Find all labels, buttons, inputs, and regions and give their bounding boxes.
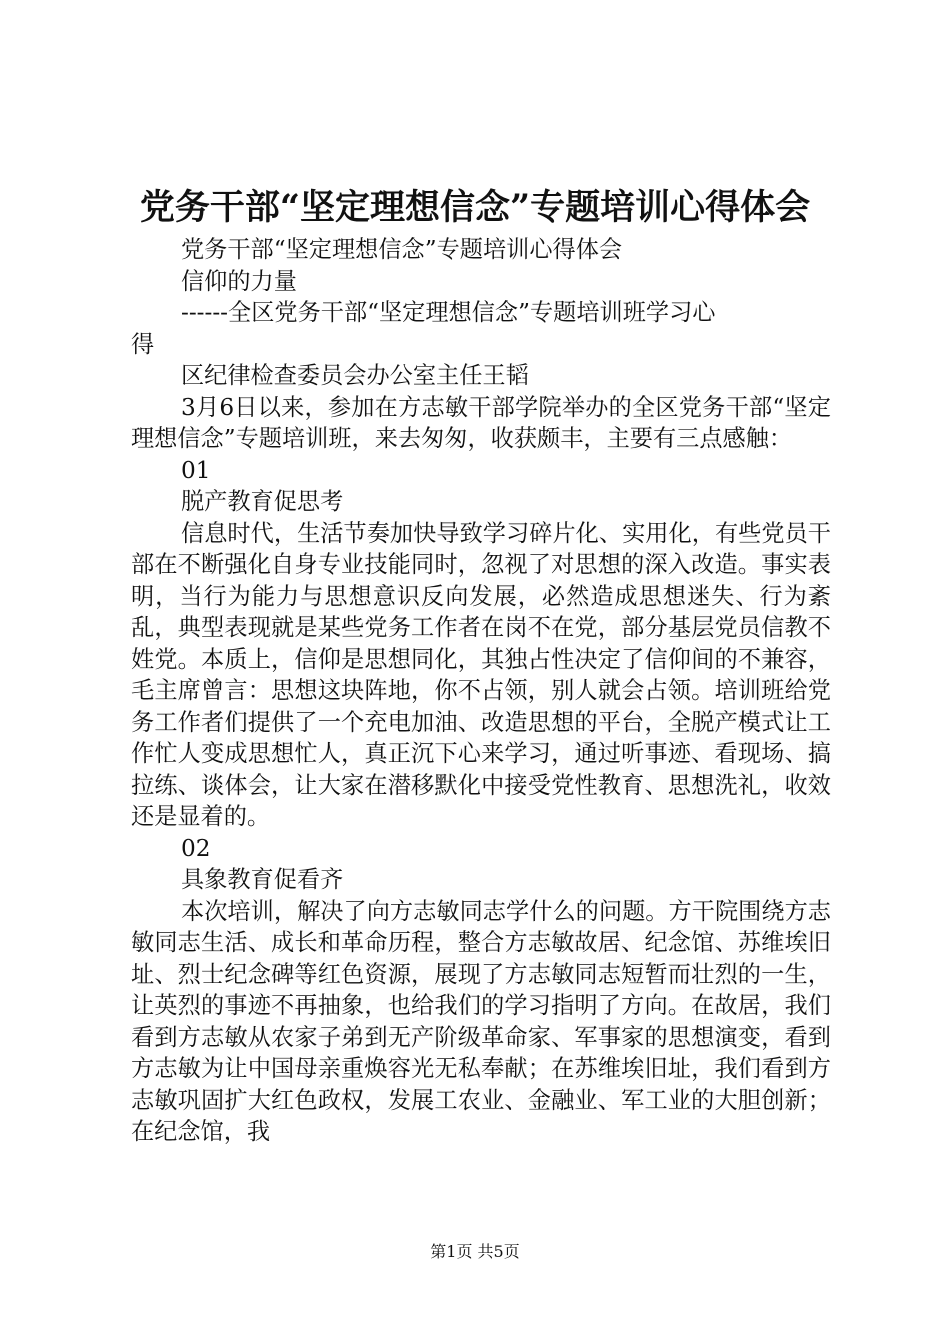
document-body — [131, 234, 831, 1148]
section-1-paragraph: 信息时代，生活节奏加快导致学习碎片化、实用化，有些党员干部在不断强化自身专业技能同时，忽视了对思想的深入改造。事实表明，当行为能力与思想意识反向发展，必然造成思想迷失、行为紊乱，典型表现就是某些党务工作者在岗不在党，部分基层党员信教不姓党。本质上，信仰是思想同化，其独占性决定了信仰间的不兼容，毛主席曾言：思想这块阵地，你不占领，别人就会占领。培训班给党务工作者们提供了一个充电加油、改造思想的平台，全脱产模式让工作忙人变成思想忙人，真正沉下心来学习，通过听事迹、看现场、搞拉练、谈体会，让大家在潜移默化中接受党性教育、思想洗礼，收效还是显着的。 — [131, 519, 831, 830]
section-2-title: 具象教育促看齐 — [181, 866, 344, 893]
byline-line-2: 得 — [131, 330, 155, 358]
section-2-paragraph: 本次培训，解决了向方志敏同志学什么的问题。方干院围绕方志敏同志生活、成长和革命历程，整合方志敏故居、纪念馆、苏维埃旧址、烈士纪念碑等红色资源，展现了方志敏同志短暂而壮烈的一生，让英烈的事迹不再抽象，也给我们的学习指明了方向。在故居，我们看到方志敏从农家子弟到无产阶级革命家、军事家的思想演变，看到方志敏为让中国母亲重焕容光无私奉献；在苏维埃旧址，我们看到方志敏巩固扩大红色政权，发展工农业、金融业、军工业的大胆创新；在纪念馆，我 — [131, 897, 831, 1145]
section-2-number: 02 — [181, 834, 211, 862]
document-title: 党务干部“坚定理想信念”专题培训心得体会 — [139, 187, 811, 228]
page-footer: 第1页 共5页 — [430, 1242, 520, 1261]
section-1-title: 脱产教育促思考 — [181, 488, 344, 515]
section-1-number: 01 — [181, 456, 211, 484]
article-heading: 信仰的力量 — [181, 267, 297, 295]
intro-paragraph: 3月6日以来，参加在方志敏干部学院举办的全区党务干部“坚定理想信念”专题培训班，来去匆匆，收获颇丰，主要有三点感触： — [131, 393, 831, 452]
subtitle: 党务干部“坚定理想信念”专题培训心得体会 — [181, 236, 623, 263]
byline-line-1: ------全区党务干部“坚定理想信念”专题培训班学习心 — [181, 299, 716, 326]
author-line: 区纪律检查委员会办公室主任王韬 — [181, 362, 529, 389]
